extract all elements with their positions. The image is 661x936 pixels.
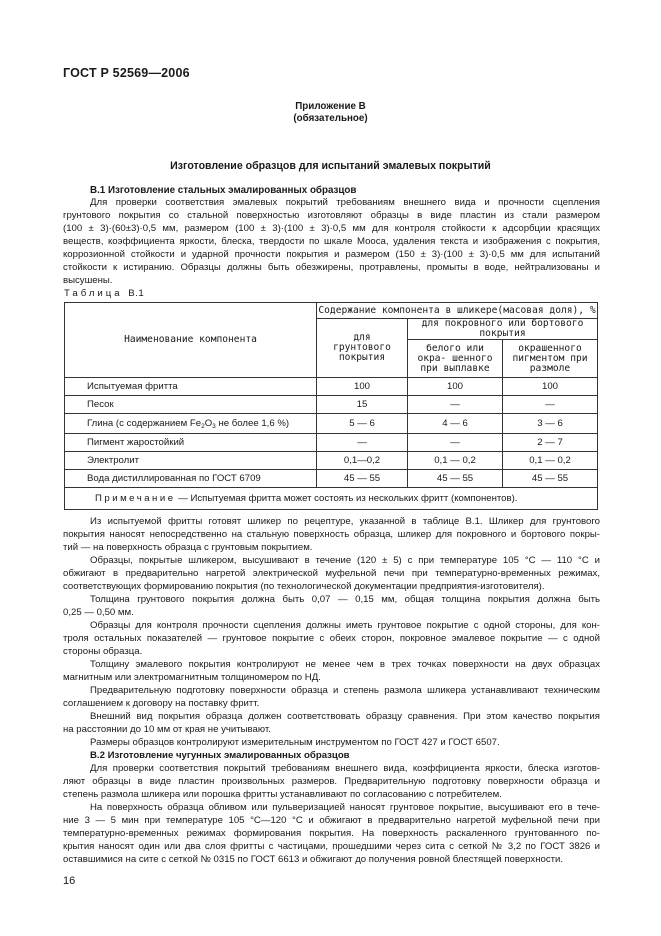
text-line: Толщину эмалевого покрытия контролируют не менее чем в трех точках поверхности на двух образцах (90, 659, 600, 670)
row-name: Песок (65, 396, 317, 414)
column-header-cover: для покровного или бортового покрытия (408, 319, 598, 340)
row-name-mid: O (204, 417, 213, 429)
text-line: тий — на поверхность образца с грунтовым покрытием. (63, 542, 313, 553)
subscript: 3 (212, 422, 216, 430)
column-header-ground: для грунтового покрытия (317, 319, 408, 378)
row-ground: 0,1—0,2 (317, 452, 408, 470)
row-ground: 15 (317, 396, 408, 414)
column-header-component: Наименование компонента (65, 303, 317, 378)
row-painted: 45 — 55 (503, 470, 598, 488)
text-line: троля остальных показателей — грунтовое покрытие с обеих сторон, покровное эмалевое покрытие — с одной (63, 633, 600, 644)
text-line: на расстоянии до 10 мм от края не учитывают. (63, 724, 271, 735)
section-b1-heading: В.1 Изготовление стальных эмалированных образцов (90, 185, 357, 196)
table-row (65, 396, 598, 414)
row-name: Вода дистиллированная по ГОСТ 6709 (65, 470, 317, 488)
column-header-painted: окрашенного пигментом при размоле (503, 340, 598, 378)
row-painted: — (503, 396, 598, 414)
row-painted: 100 (503, 378, 598, 396)
row-ground: — (317, 434, 408, 452)
text-line: коррозионной стойкости и ударной прочности покрытия и размером (150 ± 3)·(100 ± 3)·0,5 мм для испытаний (63, 249, 600, 260)
row-white: 100 (408, 378, 503, 396)
row-name: Испытуемая фритта (65, 378, 317, 396)
row-white: 4 — 6 (408, 414, 503, 434)
document-title: Изготовление образцов для испытаний эмалевых покрытий (170, 160, 491, 172)
text-line: высушены. (63, 275, 113, 286)
text-line: степень размола шликера или порошка фритты устанавливают по согласованию с потребителем. (63, 789, 502, 800)
text-line: Из испытуемой фритты готовят шликер по рецептуре, указанной в таблице В.1. Шликер для грунтового (90, 516, 600, 527)
row-name-post: не более 1,6 %) (215, 417, 290, 429)
text-line: На поверхность образца обливом или пульверизацией наносят грунтовое покрытие, высушивают его в тече- (90, 802, 600, 813)
row-painted: 2 — 7 (503, 434, 598, 452)
note-text: — Испытуемая фритта может состоять из нескольких фритт (компонентов). (175, 493, 518, 504)
section-b1-paragraph (63, 196, 600, 287)
text-line: Предварительную подготовку поверхности образца и степень размола шликера устанавливают техническим (90, 685, 600, 696)
row-name: Электролит (65, 452, 317, 470)
text-line: (100 ± 3)·(60±3)·0,5 мм, размером (100 ± 3)·(100 ± 3)·0,5 мм для контроля стойкости к адсорбции красящих (63, 223, 600, 234)
page-number: 16 (63, 875, 76, 887)
body-text (63, 515, 600, 866)
text-line: Толщина грунтового покрытия должна быть 0,07 — 0,15 мм, общая толщина покрытия должна быть (90, 594, 600, 605)
section-b2-heading: В.2 Изготовление чугунных эмалированных образцов (90, 750, 350, 761)
text-line: Образцы для контроля прочности сцепления должны иметь грунтовое покрытие с одной стороны, для кон- (90, 620, 600, 631)
row-white: 0,1 — 0,2 (408, 452, 503, 470)
table-row (65, 434, 598, 452)
table-label-word: Таблица (64, 288, 123, 299)
text-line: соответствующих формированию покрытия (по технологической документации предприятия-изготовителя). (63, 581, 545, 592)
row-name: Пигмент жаростойкий (65, 434, 317, 452)
appendix-title: Приложение В (295, 101, 366, 112)
table-number: В.1 (128, 288, 145, 299)
row-white: 45 — 55 (408, 470, 503, 488)
column-header-content: Содержание компонента в шликере(масовая доля), % (317, 303, 598, 319)
text-line: грунтового покрытия со стальной поверхностью изготовляют образцы в виде пластин из стали размером (63, 210, 600, 221)
appendix-status: (обязательное) (293, 113, 368, 124)
text-line: 0,25 — 0,50 мм. (63, 607, 134, 618)
text-line: Размеры образцов контролируют измерительным инструментом по ГОСТ 427 и ГОСТ 6507. (90, 737, 500, 748)
text-line: ляют образцы в виде пластин произвольных размеров. Предварительную подготовку поверхности образца и (63, 776, 600, 787)
document-code: ГОСТ Р 52569—2006 (63, 66, 190, 80)
note-label: Примечание (95, 493, 176, 504)
row-name-pre: Глина (с содержанием Fe (87, 417, 202, 429)
text-line: Образцы, покрытые шликером, высушивают в течение (120 ± 5) с при температуре 105 °С — 110 °С и (90, 555, 600, 566)
text-line: ние 3 — 5 мин при температуре 105 °С—120 °С и обжигают в предварительно нагретой муфельной печи при (63, 815, 600, 826)
text-line: температурно-временных режимах формирования покрытия. На поверхность раскаленного грунтованного по- (63, 828, 600, 839)
table-row (65, 414, 598, 434)
row-white: — (408, 434, 503, 452)
row-ground: 45 — 55 (317, 470, 408, 488)
row-name (65, 414, 317, 434)
table-note-row (65, 488, 598, 510)
text-line: оставшимися на сите с сеткой № 0315 по ГОСТ 6613 и обжигают до получения ровной блестящей поверхности. (63, 854, 564, 865)
text-line: соглашением к договору на поставку фритт. (63, 698, 260, 709)
text-line: стойкости к истиранию. Образцы должны быть обезжирены, протравлены, промыты в воде, нейтрализованы и (63, 262, 600, 273)
text-line: магнитным или электромагнитным толщиномером по НД. (63, 672, 321, 683)
table-row (65, 452, 598, 470)
table-label (64, 288, 144, 299)
row-ground: 100 (317, 378, 408, 396)
row-painted: 0,1 — 0,2 (503, 452, 598, 470)
table-row (65, 378, 598, 396)
text-line: покрытия наносят непосредственно на стальную поверхность образца, шликер для покровного и бортового покры- (63, 529, 600, 540)
text-line: крытия наносят один или два слоя фритты с частицами, прошедшими через сита с сеткой № 3,2 по ГОСТ 3826 и (63, 841, 600, 852)
row-painted: 3 — 6 (503, 414, 598, 434)
subscript: 2 (201, 422, 205, 430)
text-line: стороны образца. (63, 646, 143, 657)
text-line: Для проверки соответствия эмалевых покрытий требованиям внешнего вида и прочности сцепления (90, 197, 600, 208)
row-ground: 5 — 6 (317, 414, 408, 434)
text-line: Внешний вид покрытия образца должен соответствовать образцу сравнения. При этом качество покрытия (90, 711, 600, 722)
text-line: Для проверки соответствия покрытий требованиям внешнего вида, коэффициента яркости, блеска изготов- (90, 763, 600, 774)
text-line: обжигают в предварительно нагретой электрической муфельной печи при температурно-временных режимах, (63, 568, 600, 579)
column-header-white: белого или окра- шенного при выплавке (408, 340, 503, 378)
row-white: — (408, 396, 503, 414)
text-line: веществ, коэффициента яркости, блеска, твердости по шкале Мооса, удаления текста и изображения с покрытия, (63, 236, 600, 247)
table-row (65, 470, 598, 488)
components-table (64, 302, 598, 510)
table-note (65, 488, 598, 510)
